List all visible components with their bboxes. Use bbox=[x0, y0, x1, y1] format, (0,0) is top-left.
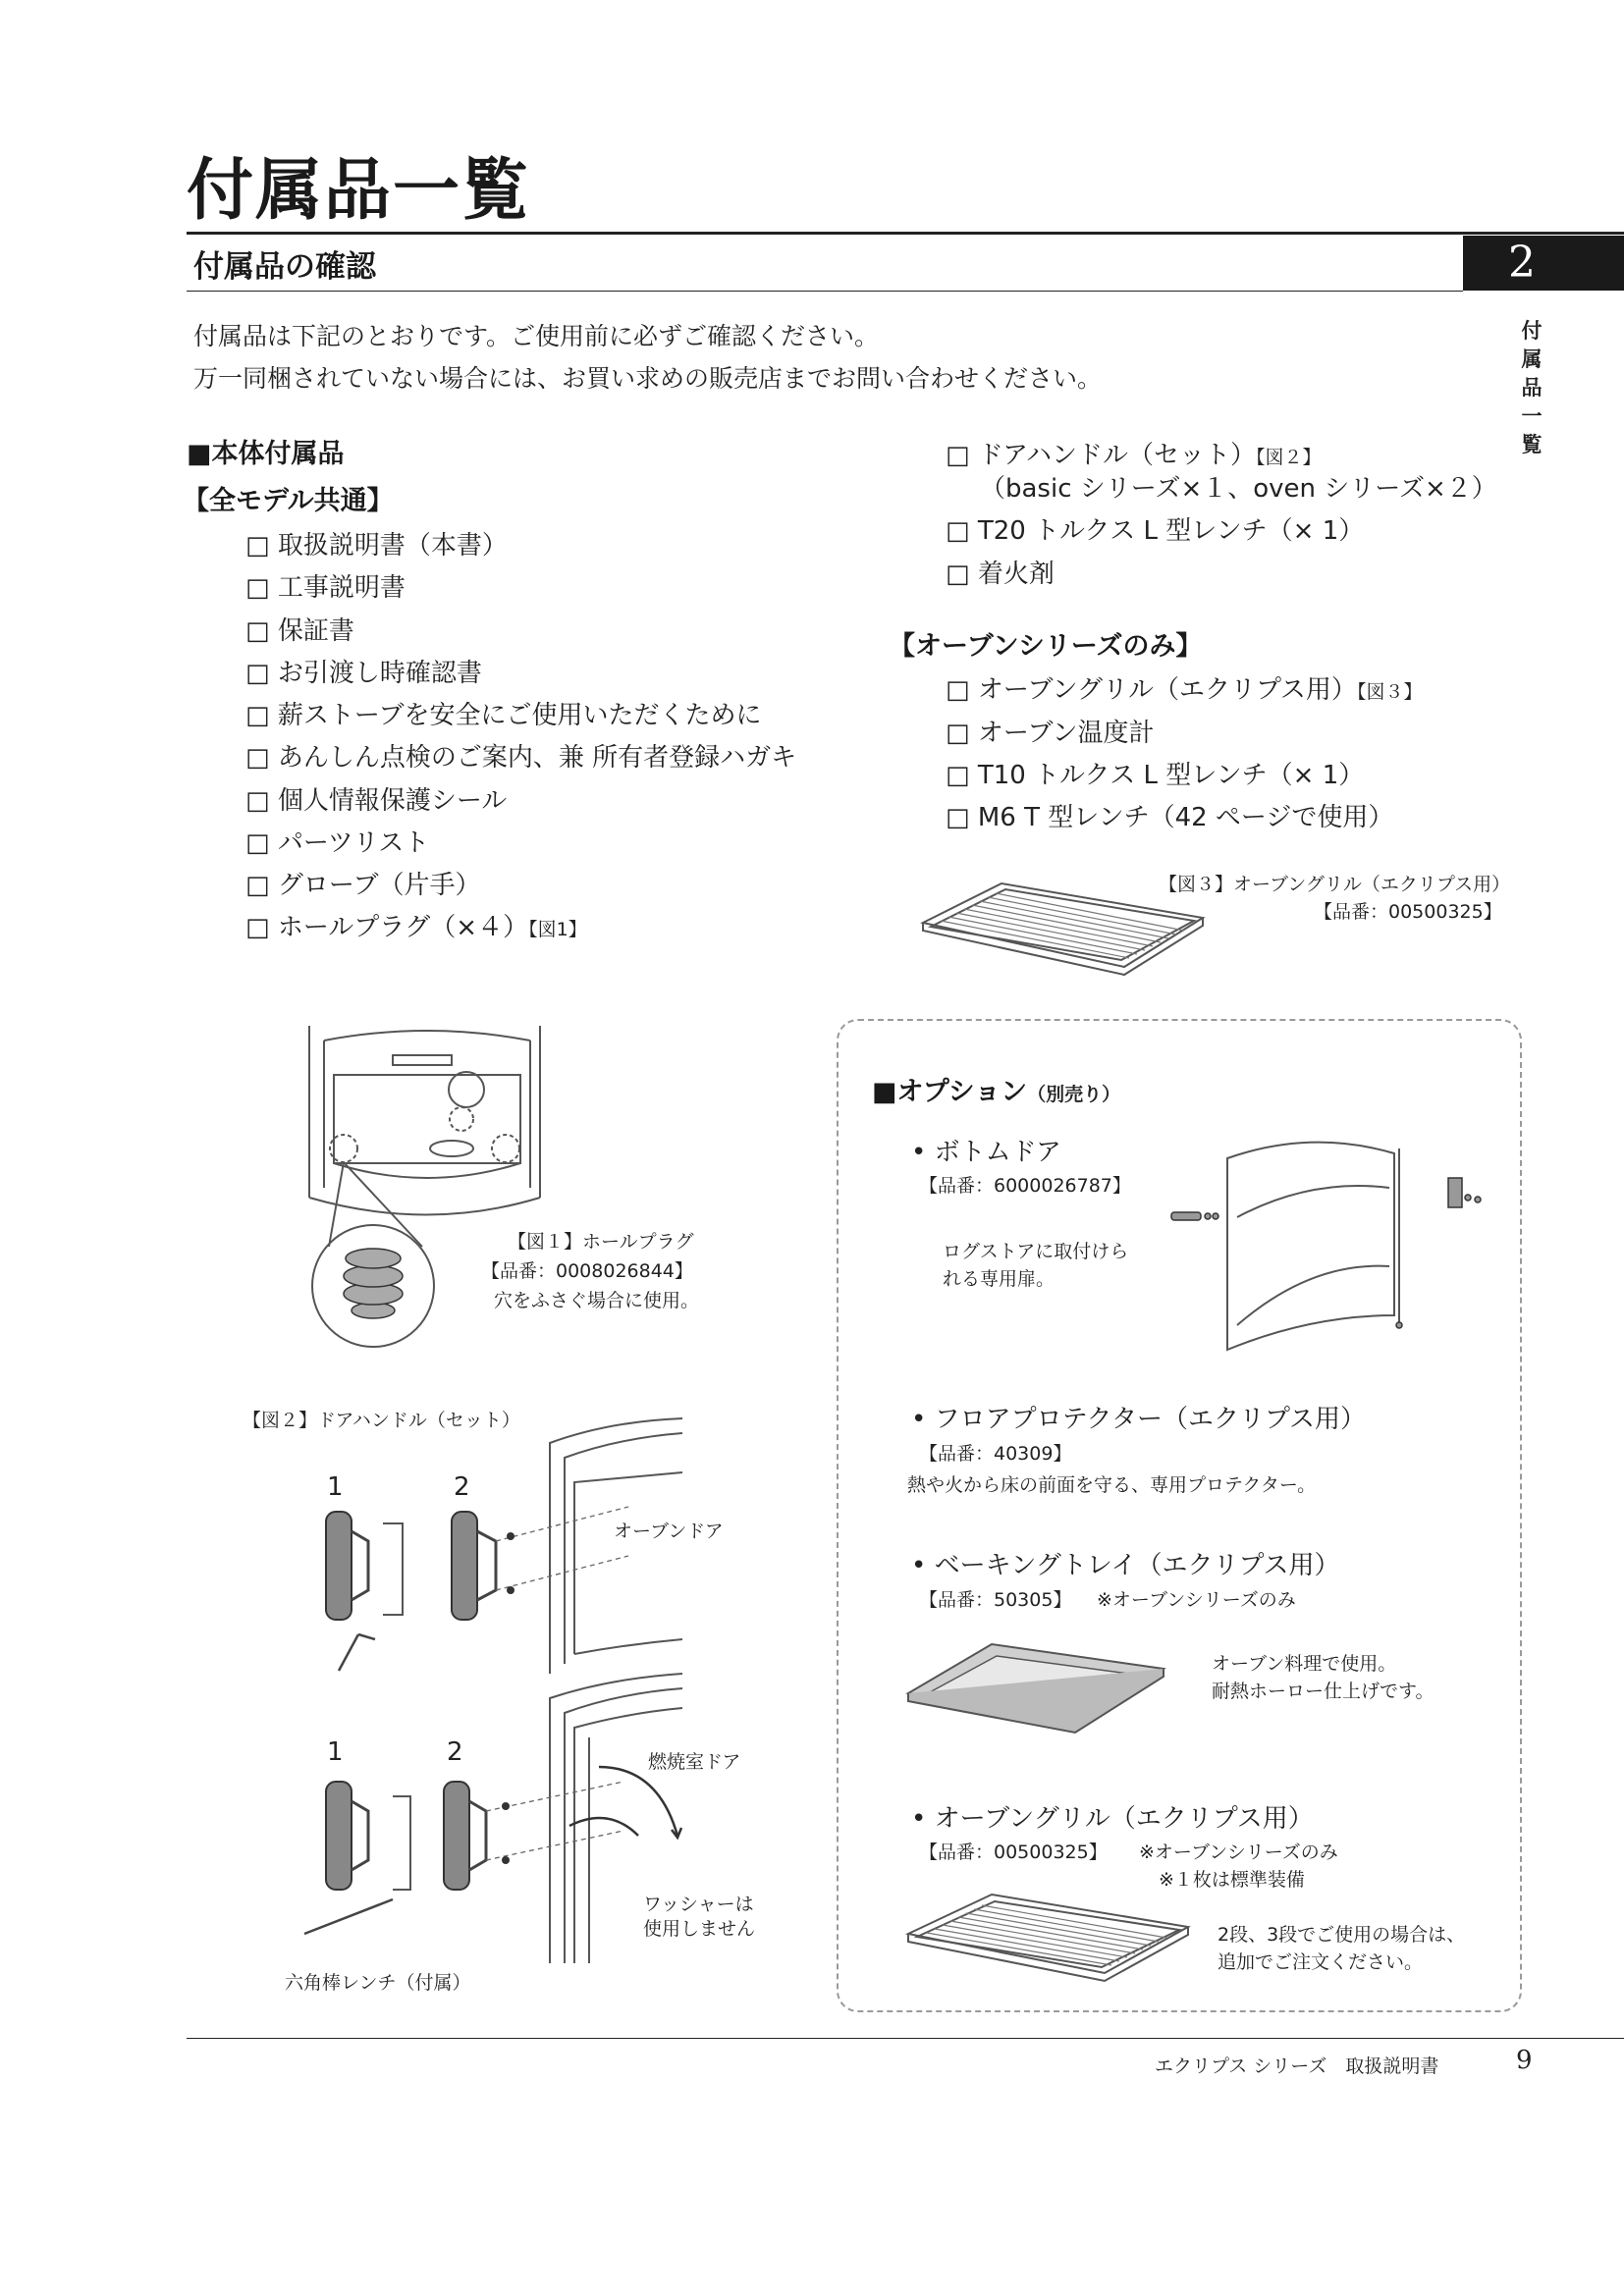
checklist-item: □ お引渡し時確認書 bbox=[245, 659, 482, 688]
checklist-item: □ あんしん点検のご案内、兼 所有者登録ハガキ bbox=[245, 743, 797, 773]
option-desc: 2段、3段でご使用の場合は、 bbox=[1218, 1924, 1466, 1946]
checklist-item-hole-plug: □ ホールプラグ（×４）【図1】 bbox=[245, 913, 587, 942]
fig1-caption: 【図１】ホールプラグ bbox=[508, 1231, 694, 1253]
title-rule bbox=[187, 232, 1624, 235]
side-tab bbox=[1512, 316, 1551, 458]
option-desc: 追加でご注文ください。 bbox=[1218, 1951, 1424, 1973]
fig3-part-number: 【品番：00500325】 bbox=[1314, 901, 1502, 923]
option-note: ※オーブンシリーズのみ bbox=[1139, 1842, 1338, 1863]
door-handle-detail: （basic シリーズ×１、oven シリーズ×２） bbox=[980, 474, 1497, 504]
section-rule bbox=[187, 291, 1463, 292]
fig2-step-number: 2 bbox=[454, 1472, 470, 1502]
oven-grill-option-illustration bbox=[903, 1890, 1198, 1998]
option-part-number: 【品番：00500325】 bbox=[919, 1842, 1108, 1863]
checklist-item: □ 個人情報保護シール bbox=[245, 786, 508, 816]
option-desc: れる専用扉。 bbox=[943, 1268, 1056, 1290]
checklist-item: □ パーツリスト bbox=[245, 828, 430, 858]
firebox-door-label: 燃焼室ドア bbox=[648, 1751, 741, 1773]
checklist-item: □ 薪ストーブを安全にご使用いただくために bbox=[245, 701, 762, 730]
footer-doc-title: エクリプス シリーズ 取扱説明書 bbox=[1155, 2056, 1439, 2077]
accessories-heading: ■本体付属品 bbox=[187, 439, 345, 469]
bottom-door-illustration bbox=[1164, 1119, 1502, 1355]
side-tab-char: 品 bbox=[1521, 375, 1543, 400]
fig2-step-number: 1 bbox=[327, 1737, 344, 1767]
option-name: • ベーキングトレイ（エクリプス用） bbox=[911, 1551, 1340, 1580]
checklist-item: □ M6 T 型レンチ（42 ページで使用） bbox=[946, 803, 1394, 832]
checklist-item: □ オーブン温度計 bbox=[946, 719, 1155, 748]
option-name: • オーブングリル（エクリプス用） bbox=[911, 1804, 1314, 1834]
fig1-note: 穴をふさぐ場合に使用。 bbox=[494, 1290, 700, 1311]
side-tab-char: 属 bbox=[1521, 347, 1543, 371]
footer-rule bbox=[187, 2038, 1624, 2039]
checklist-item: □ グローブ（片手） bbox=[245, 871, 481, 900]
checklist-item-door-handle: □ ドアハンドル（セット）【図２】 bbox=[946, 441, 1322, 470]
checklist-item: □ 着火剤 bbox=[946, 560, 1055, 589]
washer-note: 使用しません bbox=[643, 1918, 756, 1940]
page-number: 9 bbox=[1516, 2046, 1533, 2075]
oven-grill-illustration bbox=[913, 874, 1208, 991]
options-heading: ■オプション（別売り） bbox=[872, 1077, 1121, 1107]
option-note: ※オーブンシリーズのみ bbox=[1097, 1589, 1296, 1611]
side-tab-char: 覧 bbox=[1521, 432, 1543, 456]
option-part-number: 【品番：50305】 bbox=[919, 1589, 1072, 1611]
option-name: • フロアプロテクター（エクリプス用） bbox=[911, 1405, 1367, 1434]
checklist-item: □ 工事説明書 bbox=[245, 573, 406, 603]
baking-tray-illustration bbox=[903, 1639, 1168, 1747]
checklist-item-oven-grill: □ オーブングリル（エクリプス用）【図３】 bbox=[946, 675, 1423, 705]
checklist-item: □ T20 トルクス L 型レンチ（× 1） bbox=[946, 516, 1365, 546]
option-part-number: 【品番：6000026787】 bbox=[919, 1175, 1131, 1197]
option-desc: オーブン料理で使用。 bbox=[1212, 1653, 1397, 1675]
washer-note: ワッシャーは bbox=[643, 1894, 754, 1915]
fig2-caption: 【図２】ドアハンドル（セット） bbox=[243, 1410, 520, 1431]
intro-line-2: 万一同梱されていない場合には、お買い求めの販売店までお問い合わせください。 bbox=[193, 364, 1103, 393]
section-heading: 付属品の確認 bbox=[193, 249, 376, 285]
side-tab-char: 一 bbox=[1521, 403, 1543, 428]
fig1-part-number: 【品番：0008026844】 bbox=[481, 1260, 693, 1282]
door-handle-illustration bbox=[314, 1414, 687, 1983]
option-desc: 熱や火から床の前面を守る、専用プロテクター。 bbox=[907, 1474, 1317, 1496]
option-note: ※１枚は標準装備 bbox=[1159, 1869, 1305, 1891]
chapter-badge bbox=[1463, 236, 1624, 291]
oven-door-label: オーブンドア bbox=[614, 1521, 724, 1542]
chapter-number: 2 bbox=[1508, 238, 1536, 288]
intro-line-1: 付属品は下記のとおりです。ご使用前に必ずご確認ください。 bbox=[193, 322, 880, 350]
common-heading: 【全モデル共通】 bbox=[183, 486, 394, 516]
hex-wrench-label: 六角棒レンチ（付属） bbox=[285, 1972, 471, 1994]
option-part-number: 【品番：40309】 bbox=[919, 1443, 1072, 1465]
option-name: • ボトムドア bbox=[911, 1138, 1061, 1167]
checklist-item: □ 取扱説明書（本書） bbox=[245, 531, 508, 561]
fig3-caption: 【図３】オーブングリル（エクリプス用） bbox=[1159, 874, 1511, 895]
checklist-item: □ T10 トルクス L 型レンチ（× 1） bbox=[946, 761, 1365, 790]
fig2-step-number: 2 bbox=[447, 1737, 463, 1767]
oven-heading: 【オーブンシリーズのみ】 bbox=[889, 631, 1203, 662]
checklist-item: □ 保証書 bbox=[245, 616, 354, 646]
page-title: 付属品一覧 bbox=[187, 151, 531, 230]
option-desc: 耐熱ホーロー仕上げです。 bbox=[1212, 1681, 1435, 1702]
side-tab-char: 付 bbox=[1521, 318, 1543, 343]
option-desc: ログストアに取付けら bbox=[943, 1241, 1129, 1262]
fig2-step-number: 1 bbox=[327, 1472, 344, 1502]
